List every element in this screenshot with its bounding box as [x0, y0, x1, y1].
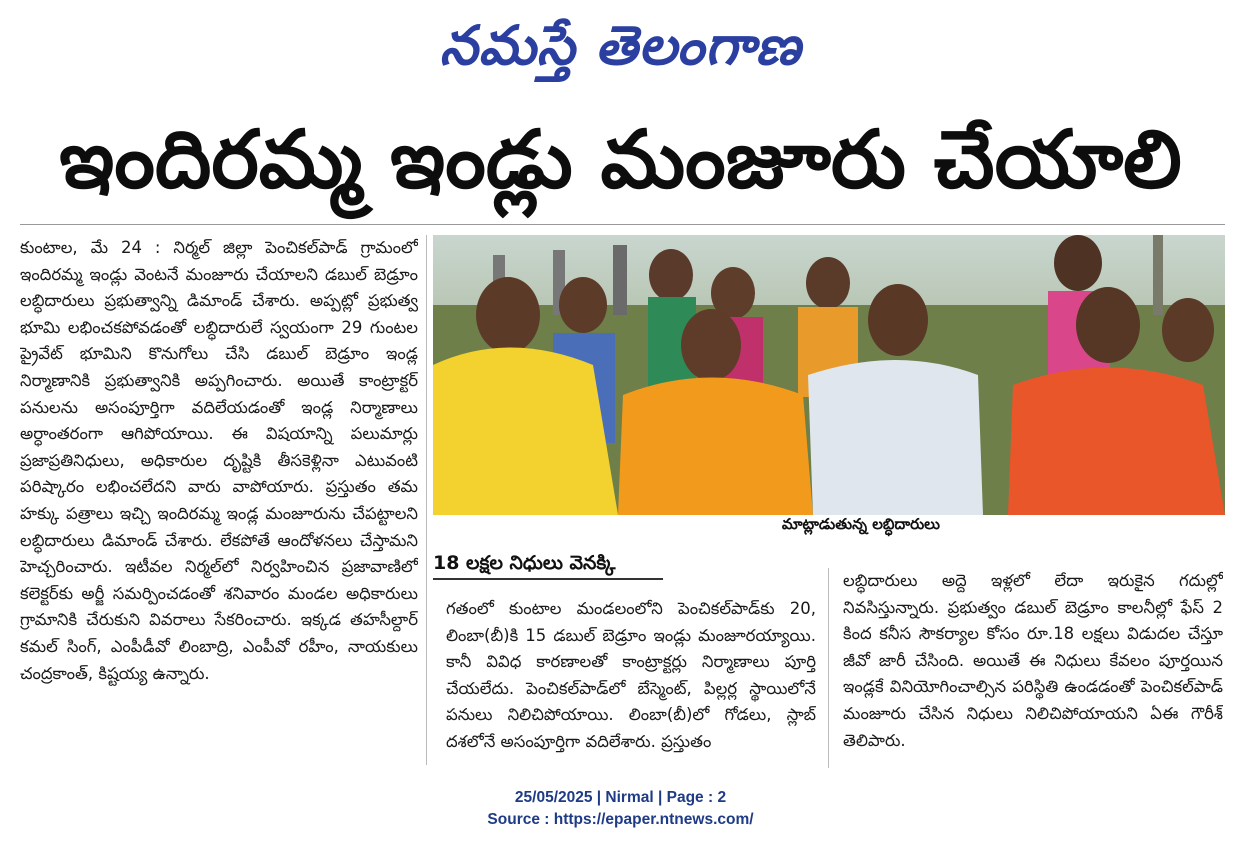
headline-divider [20, 224, 1225, 225]
article-column-3 [843, 568, 1223, 768]
article-subheading: 18 లక్షల నిధులు వెనక్కి [433, 548, 663, 580]
article-column-2 [446, 596, 816, 766]
newspaper-masthead: నమస్తే తెలంగాణ [439, 13, 802, 77]
column-2-text: గతంలో కుంటాల మండలంలోని పెంచికల్‌పాడ్‌కు 20, లింబా(బీ)కి 15 డబుల్ బెడ్రూం ఇండ్లు మంజూరయ్యాయి. కానీ వివిధ కారణాలతో కాంట్రాక్టర్లు నిర్మాణాలు పూర్తి చేయలేదు. పెంచికల్‌పాడ్‌లో బేస్మెంట్, పిల్లర్ల స్థాయిలోనే పనులు నిలిచిపోయాయి. లింబా(బీ)లో గోడలు, స్లాబ్ దశలోనే అసంపూర్తిగా వదిలేశారు. ప్రస్తుతం [446, 599, 816, 751]
photo-caption: మాట్లాడుతున్న లబ్ధిదారులు [781, 515, 940, 533]
column-3-text: లబ్ధిదారులు అద్దె ఇళ్లలో లేదా ఇరుకైన గదుల్లో నివసిస్తున్నారు. ప్రభుత్వం డబుల్ బెడ్రూం కాలనీల్లో ఫేస్ 2 కింద కనీస సౌకర్యాల కోసం రూ.18 లక్షలు విడుదల చేస్తూ జీవో జారీ చేసింది. అయితే ఈ నిధులు కేవలం పూర్తయిన ఇండ్లకే వినియోగించాల్సిన పరిస్థితి ఉండడంతో పెంచికల్‌పాడ్ మంజూరు చేసిన నిధులు నిలిచిపోయాయని ఏఈ గౌరీశ్ తెలిపారు. [843, 571, 1223, 750]
column-divider [828, 568, 829, 768]
article-headline: ఇందిరమ్మ ఇండ్లు మంజూరు చేయాలి [59, 113, 1182, 206]
article-photo [433, 235, 1225, 515]
edition-info: 25/05/2025 | Nirmal | Page : 2 [514, 789, 727, 806]
column-divider [426, 235, 427, 765]
column-1-text: కుంటాల, మే 24 : నిర్మల్ జిల్లా పెంచికల్‌పాడ్ గ్రామంలో ఇందిరమ్మ ఇండ్లు వెంటనే మంజూరు చేయాలని డబుల్ బెడ్రూం లబ్ధిదారులు ప్రభుత్వాన్ని డిమాండ్ చేశారు. అప్పట్లో ప్రభుత్వ భూమి లభించకపోవడంతో లబ్ధిదారులే స్వయంగా 29 గుంటల ప్రైవేట్ భూమిని కొనుగోలు చేసి డబుల్ బెడ్రూం ఇండ్ల నిర్మాణానికి ప్రభుత్వానికి అప్పగించారు. అయితే కాంట్రాక్టర్ పనులను అసంపూర్తిగా వదిలేయడంతో ఇండ్ల నిర్మాణాలు అర్ధాంతరంగా ఆగిపోయాయి. ఈ విషయాన్ని పలుమార్లు ప్రజాప్రతినిధులు, అధికారుల దృష్టికి తీసకెళ్లినా ఎటువంటి పరిష్కారం లభించలేదని వారు వాపోయారు. ప్రస్తుతం తమ హక్కు పత్రాలు ఇచ్చి ఇందిరమ్మ ఇండ్ల మంజూరును చేపట్టాలని లబ్ధిదారులు డిమాండ్ చేశారు. లేకపోతే ఆందోళనలు చేస్తామని హెచ్చరించారు. ఇటీవల నిర్మల్‌లో నిర్వహించిన ప్రజావాణిలో కలెక్టర్‌కు అర్జీ సమర్పించడంతో శనివారం మండల అధికారులు గ్రామానికి చేరుకుని వివరాలు సేకరించారు. ఇక్కడ తహసీల్దార్ కమల్ సింగ్, ఎంపీడీవో లింబాద్రి, ఎంపీవో రహీం, నాయకులు చంద్రకాంత్, కిష్టయ్య ఉన్నారు. [20, 238, 418, 683]
source-link[interactable]: Source : https://epaper.ntnews.com/ [487, 811, 754, 828]
article-column-1 [20, 235, 418, 765]
women-beneficiaries-photo [433, 235, 1225, 515]
